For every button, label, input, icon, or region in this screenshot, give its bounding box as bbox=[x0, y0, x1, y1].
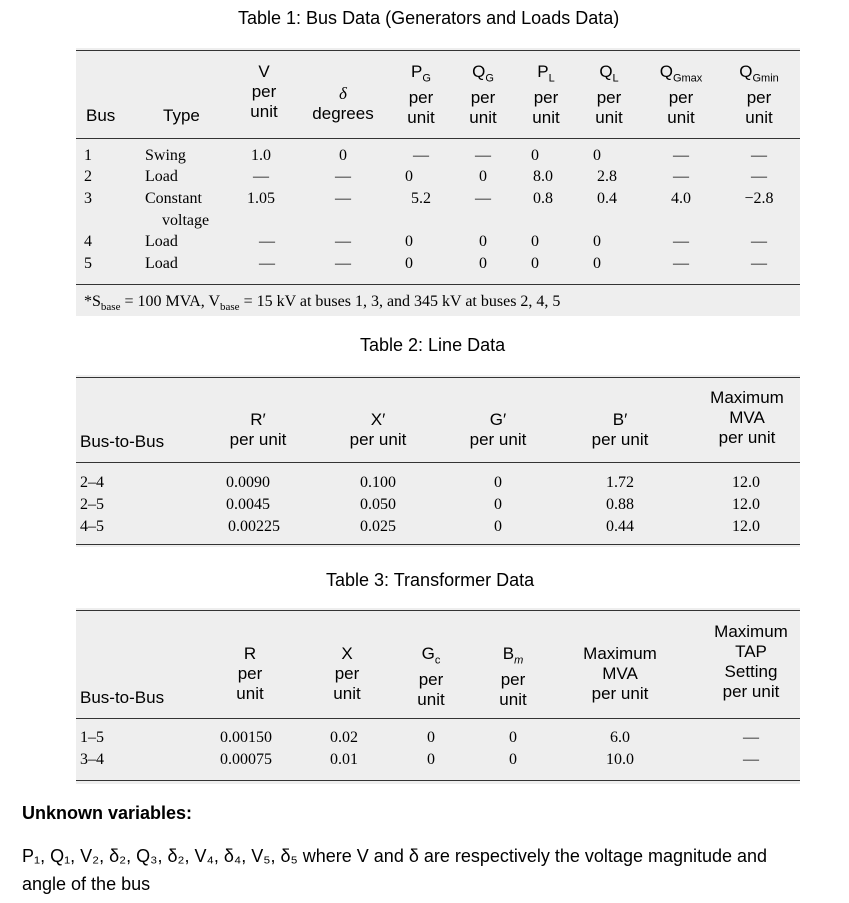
t1-cell: Load bbox=[145, 168, 178, 185]
t3-cell: 6.0 bbox=[610, 729, 630, 746]
t1-cell: — bbox=[259, 255, 275, 272]
t1-header-ql: $Q_L$ per unit bbox=[595, 62, 623, 128]
t2-header-b: B′ per unit bbox=[591, 410, 649, 449]
t2-cell: 0 bbox=[494, 496, 502, 513]
t3-cell: 0.00150 bbox=[220, 729, 272, 746]
t2-cell: 0.050 bbox=[360, 496, 396, 513]
t2-cell: 1.72 bbox=[606, 474, 634, 491]
t1-cell: 2.8 bbox=[597, 168, 617, 185]
t1-cell: — bbox=[335, 190, 351, 207]
t1-cell: — bbox=[253, 168, 269, 185]
t2-cell: 0.0090 bbox=[226, 474, 270, 491]
table1-title: Table 1: Bus Data (Generators and Loads Data) bbox=[238, 8, 620, 28]
t2-cell: 0.00225 bbox=[228, 518, 280, 535]
t1-cell: Load bbox=[145, 255, 178, 272]
t2-cell: 0.100 bbox=[360, 474, 396, 491]
t2-cell: 0 bbox=[494, 518, 502, 535]
t1-cell: 5 bbox=[84, 255, 92, 272]
t1-cell: Load bbox=[145, 233, 178, 250]
t3-header-gc: $G_c$ per unit bbox=[417, 644, 445, 710]
t3-cell: 0 bbox=[427, 751, 435, 768]
table1-bottom-rule bbox=[76, 284, 800, 285]
t1-cell: 0.8 bbox=[533, 190, 553, 207]
t1-cell: 0 bbox=[479, 233, 487, 250]
t3-header-bus: Bus-to-Bus bbox=[80, 688, 165, 707]
t1-header-bus: Bus bbox=[86, 106, 116, 125]
t1-footnote: $*S_{base} = 100$ MVA, $V_{base} = 15$ kV at buses 1, 3, and 345 kV at buses 2, 4, 5 bbox=[84, 293, 561, 314]
t1-cell: — bbox=[259, 233, 275, 250]
table1-top-rule bbox=[76, 50, 800, 51]
table2-title: Table 2: Line Data bbox=[360, 335, 506, 355]
t2-cell: 2–4 bbox=[80, 474, 104, 491]
t1-cell: voltage bbox=[162, 212, 210, 229]
t2-cell: 0.025 bbox=[360, 518, 396, 535]
t1-cell: 4.0 bbox=[671, 190, 691, 207]
t2-cell: 0.88 bbox=[606, 496, 634, 513]
table3-top-rule bbox=[76, 610, 800, 611]
t3-cell: 0 bbox=[509, 729, 517, 746]
t3-header-x: X per unit bbox=[333, 644, 361, 703]
t1-cell: 0 bbox=[593, 147, 601, 164]
t1-cell: 3 bbox=[84, 190, 92, 207]
t1-header-delta: δ degrees bbox=[312, 84, 374, 123]
t3-cell: 3–4 bbox=[80, 751, 104, 768]
t2-header-g: G′ per unit bbox=[469, 410, 527, 449]
t2-cell: 2–5 bbox=[80, 496, 104, 513]
t1-cell: 4 bbox=[84, 233, 92, 250]
t1-cell: 8.0 bbox=[533, 168, 553, 185]
t2-cell: 12.0 bbox=[732, 474, 760, 491]
t1-cell: 5.2 bbox=[411, 190, 431, 207]
t3-cell: 1–5 bbox=[80, 729, 104, 746]
t3-cell: 0 bbox=[509, 751, 517, 768]
t3-header-bm: $B_m$ per unit bbox=[499, 644, 527, 710]
t1-cell: — bbox=[335, 255, 351, 272]
t3-cell: 10.0 bbox=[606, 751, 634, 768]
table3-header-rule bbox=[76, 718, 800, 719]
t1-cell: 0 bbox=[531, 233, 539, 250]
unknowns-line-1: P₁, Q₁, V₂, δ₂, Q₃, δ₂, V₄, δ₄, V₅, δ₅ where V and δ are respectively the voltage magnitude and bbox=[22, 846, 768, 866]
t2-header-mva: Maximum MVA per unit bbox=[710, 388, 784, 447]
t1-header-qgmax: $Q_{Gmax}$ per unit bbox=[659, 62, 703, 128]
table2-header-rule bbox=[76, 462, 800, 463]
t2-header-bus: Bus-to-Bus bbox=[80, 432, 165, 451]
table3-bottom-rule bbox=[76, 780, 800, 781]
table2-top-rule bbox=[76, 377, 800, 378]
t1-cell: 0 bbox=[593, 255, 601, 272]
t1-cell: — bbox=[475, 147, 491, 164]
t2-cell: 0 bbox=[494, 474, 502, 491]
t1-cell: — bbox=[673, 147, 689, 164]
t1-cell: — bbox=[475, 190, 491, 207]
unknowns-heading: Unknown variables: bbox=[22, 803, 193, 823]
t3-cell: — bbox=[743, 751, 759, 768]
t1-cell: — bbox=[673, 168, 689, 185]
t3-header-mva: Maximum MVA per unit bbox=[583, 644, 657, 703]
t1-cell: — bbox=[751, 233, 767, 250]
t1-cell: 2 bbox=[84, 168, 92, 185]
t1-cell: 0 bbox=[593, 233, 601, 250]
t1-cell: 0 bbox=[405, 255, 413, 272]
t1-header-pg: $P_G$ per unit bbox=[407, 62, 435, 128]
t1-cell: Swing bbox=[145, 147, 186, 164]
t1-cell: 0 bbox=[479, 168, 487, 185]
t3-cell: 0.00075 bbox=[220, 751, 272, 768]
t3-header-r: R per unit bbox=[236, 644, 264, 703]
t2-cell: 12.0 bbox=[732, 518, 760, 535]
t1-header-pl: $P_L$ per unit bbox=[532, 62, 560, 128]
t1-cell: — bbox=[413, 147, 429, 164]
t3-header-tap: Maximum TAP Setting per unit bbox=[714, 622, 788, 701]
t1-cell: 0 bbox=[479, 255, 487, 272]
t3-cell: 0 bbox=[427, 729, 435, 746]
t1-cell: 1 bbox=[84, 147, 92, 164]
t1-cell: — bbox=[751, 255, 767, 272]
t2-cell: 12.0 bbox=[732, 496, 760, 513]
t1-cell: — bbox=[335, 168, 351, 185]
t1-cell: — bbox=[751, 147, 767, 164]
table2-panel bbox=[76, 375, 800, 547]
table3-title: Table 3: Transformer Data bbox=[326, 570, 535, 590]
t1-cell: Constant bbox=[145, 190, 202, 207]
t2-header-r: R′ per unit bbox=[229, 410, 287, 449]
t1-cell: — bbox=[751, 168, 767, 185]
t2-header-x: X′ per unit bbox=[349, 410, 407, 449]
unknowns-line-2: angle of the bus bbox=[22, 874, 151, 894]
table1-header-rule bbox=[76, 138, 800, 139]
t1-cell: −2.8 bbox=[744, 190, 774, 207]
t1-cell: — bbox=[673, 255, 689, 272]
t1-cell: 0 bbox=[531, 147, 539, 164]
t2-cell: 0.0045 bbox=[226, 496, 270, 513]
t2-cell: 4–5 bbox=[80, 518, 104, 535]
t1-header-qg: $Q_G$ per unit bbox=[469, 62, 497, 128]
t2-cell: 0.44 bbox=[606, 518, 634, 535]
t3-cell: 0.01 bbox=[330, 751, 358, 768]
t3-cell: — bbox=[743, 729, 759, 746]
t1-cell: 1.0 bbox=[251, 147, 271, 164]
t1-cell: 0 bbox=[531, 255, 539, 272]
t1-cell: 0 bbox=[339, 147, 347, 164]
t1-cell: 0.4 bbox=[597, 190, 617, 207]
t1-cell: — bbox=[335, 233, 351, 250]
table2-bottom-rule bbox=[76, 544, 800, 545]
t1-header-qgmin: $Q_{Gmin}$ per unit bbox=[739, 62, 779, 128]
t3-cell: 0.02 bbox=[330, 729, 358, 746]
t1-cell: 1.05 bbox=[247, 190, 275, 207]
t1-cell: 0 bbox=[405, 233, 413, 250]
t1-header-v: V per unit bbox=[250, 62, 278, 121]
t1-header-type: Type bbox=[163, 106, 200, 125]
t1-cell: — bbox=[673, 233, 689, 250]
t1-cell: 0 bbox=[405, 168, 413, 185]
